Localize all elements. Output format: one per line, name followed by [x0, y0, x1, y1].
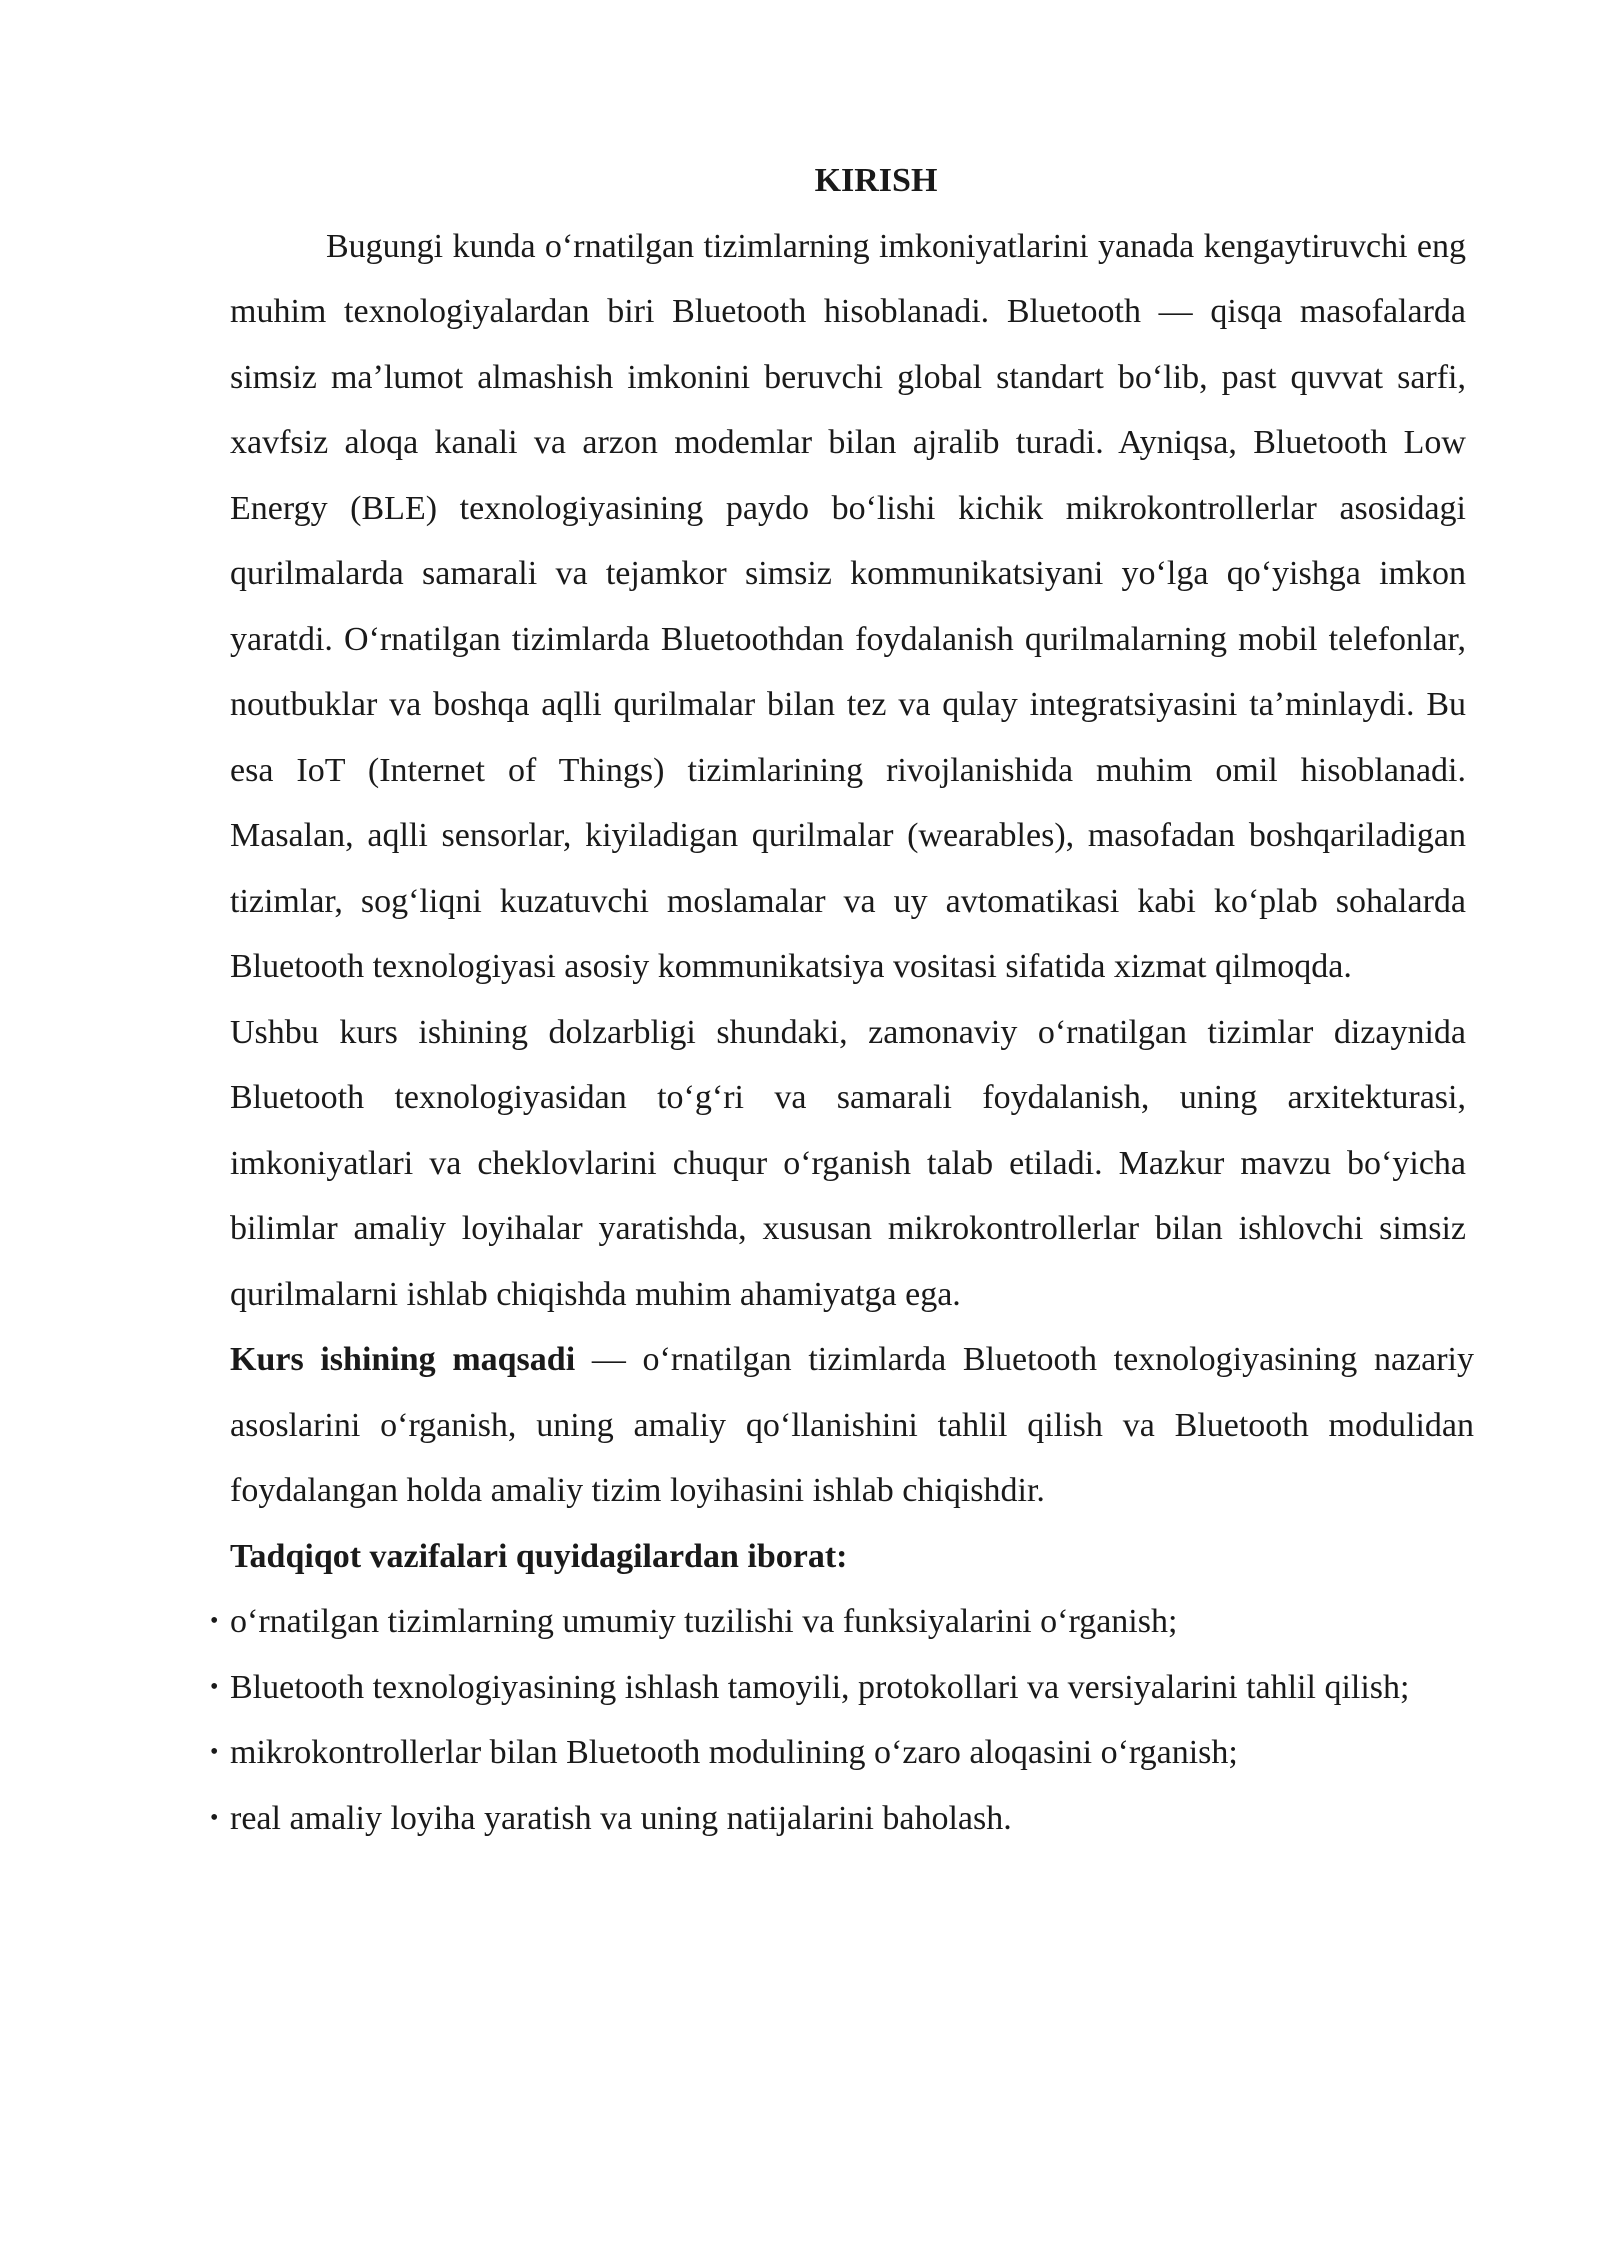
relevance-paragraph: Ushbu kurs ishining dolzarbligi shundaki, zamonaviy oʻrnatilgan tizimlar dizaynida Bluetooth texnologiyasidan toʻgʻri va samarali foydalanish, uning arxitekturasi, imkoniyatlari va cheklovlarini chuqur oʻrganish talab etiladi. Mazkur mavzu boʻyicha bilimlar amaliy loyihalar yaratishda, xususan mikrokontrollerlar bilan ishlovchi simsiz qurilmalarni ishlab chiqishda muhim ahamiyatga ega.: [230, 1013, 1466, 1313]
goal-label: Kurs ishining maqsadi: [230, 1341, 576, 1378]
page-title: KIRISH: [814, 162, 938, 199]
tasks-heading: Tadqiqot vazifalari quyidagilardan iborat:: [230, 1537, 848, 1575]
list-item: [210, 1589, 1474, 1655]
list-item: [210, 1720, 1474, 1786]
intro-paragraph: Bugungi kunda oʻrnatilgan tizimlarning imkoniyatlarini yanada kengaytiruvchi eng muhim texnologiyalardan biri Bluetooth hisoblanadi. Bluetooth — qisqa masofalarda simsiz maʼlumot almashish imkonini beruvchi global standart boʻlib, past quvvat sarfi, xavfsiz aloqa kanali va arzon modemlar bilan ajralib turadi. Ayniqsa, Bluetooth Low Energy (BLE) texnologiyasining paydo boʻlishi kichik mikrokontrollerlar asosidagi qurilmalarda samarali va tejamkor simsiz kommunikatsiyani yoʻlga qoʻyishga imkon yaratdi. Oʻrnatilgan tizimlarda Bluetoothdan foydalanish qurilmalarning mobil telefonlar, noutbuklar va boshqa aqlli qurilmalar bilan tez va qulay integratsiyasini taʼminlaydi. Bu esa IoT (Internet of Things) tizimlarining rivojlanishida muhim omil hisoblanadi. Masalan, aqlli sensorlar, kiyiladigan qurilmalar (wearables), masofadan boshqariladigan tizimlar, sogʻliqni kuzatuvchi moslamalar va uy avtomatikasi kabi koʻplab sohalarda Bluetooth texnologiyasi asosiy kommunikatsiya vositasi sifatida xizmat qilmoqda.: [230, 227, 1466, 985]
goal-text: — oʻrnatilgan tizimlarda Bluetooth texnologiyasining nazariy asoslarini oʻrganish, uning amaliy qoʻllanishini tahlil qilish va Bluetooth modulidan foydalangan holda amaliy tizim loyihasini ishlab chiqishdir.: [230, 1341, 1474, 1509]
list-item-text: real amaliy loyiha yaratish va uning natijalarini baholash.: [230, 1799, 1012, 1837]
bullet-icon: •: [210, 1673, 219, 1700]
bullet-icon: •: [210, 1739, 219, 1765]
document-page: [210, 148, 1474, 1851]
list-item-text: Bluetooth texnologiyasining ishlash tamoyili, protokollari va versiyalarini tahlil qilish;: [230, 1668, 1410, 1706]
list-item: [210, 1655, 1474, 1721]
bullet-icon: •: [210, 1608, 219, 1634]
bullet-icon: •: [210, 1804, 219, 1831]
list-item-text: oʻrnatilgan tizimlarning umumiy tuzilishi va funksiyalarini oʻrganish;: [230, 1603, 1178, 1640]
goal-paragraph: [230, 1327, 1474, 1524]
tasks-list: [210, 1589, 1474, 1851]
list-item: [210, 1786, 1474, 1852]
list-item-text: mikrokontrollerlar bilan Bluetooth modulining oʻzaro aloqasini oʻrganish;: [230, 1734, 1238, 1771]
